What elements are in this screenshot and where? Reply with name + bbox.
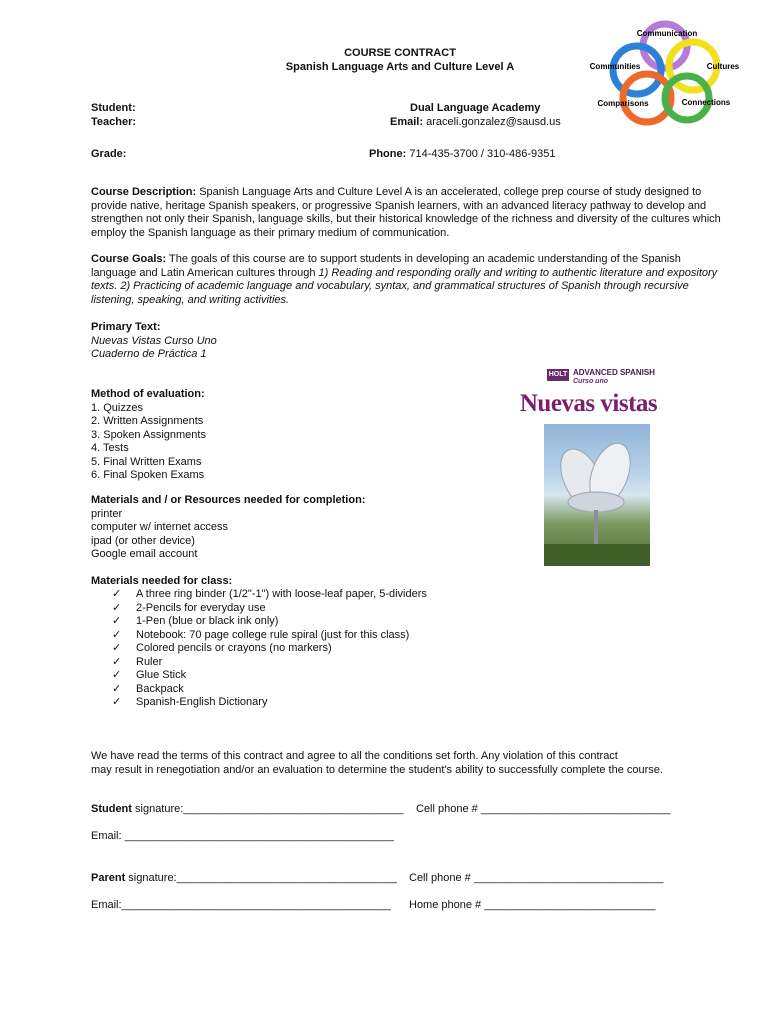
- agreement-text: [91, 749, 663, 777]
- evaluation-item: 5. Final Written Exams: [91, 455, 202, 468]
- list-item: [112, 642, 427, 656]
- parent-cell-field[interactable]: Cell phone # _______________________________: [409, 872, 664, 884]
- materials-label: Materials needed for class:: [91, 575, 233, 587]
- evaluation-section: [91, 388, 206, 483]
- book-cover-photo: [544, 424, 650, 566]
- connections-label: Connections: [681, 98, 731, 107]
- book-series: [573, 368, 655, 386]
- list-item: [112, 629, 427, 643]
- parent-signature-field[interactable]: signature:____________________________________: [125, 872, 397, 884]
- checkmark-icon: ✓: [112, 615, 122, 627]
- material-text: Ruler: [136, 655, 163, 668]
- checkmark-icon: ✓: [112, 601, 122, 614]
- cultures-label: Cultures: [706, 62, 740, 71]
- primary-text-section: [91, 321, 217, 362]
- email-value: araceli.gonzalez@sausd.us: [426, 116, 561, 128]
- primary-text-label: Primary Text:: [91, 321, 161, 333]
- materials-list: [112, 588, 427, 710]
- page-title: COURSE CONTRACT: [344, 47, 456, 59]
- material-text: Notebook: 70 page college rule spiral (just for this class): [136, 628, 410, 641]
- list-item: [112, 602, 427, 616]
- resource-item: printer: [91, 507, 123, 520]
- material-text: Colored pencils or crayons (no markers): [136, 642, 332, 654]
- material-text: Glue Stick: [136, 669, 187, 681]
- resources-label: Materials and / or Resources needed for completion:: [91, 494, 366, 506]
- primary-text-item: Nuevas Vistas Curso Uno: [91, 334, 217, 347]
- book-series-title: ADVANCED SPANISH: [573, 368, 655, 377]
- teacher-email: [390, 116, 561, 130]
- description-text: Spanish Language Arts and Culture Level A is an accelerated, college prep course of study designed to provide native, heritage Spanish speakers, or progressive Spanish learners, with an advanced literacy pathway to develop and strengthen not only their Spanish, language skills, but their historical knowledge of the richness and diversity of the cultures which employ the Spanish language as their primary medium of communication.: [91, 186, 721, 239]
- page-subtitle: Spanish Language Arts and Culture Level A: [285, 61, 515, 73]
- list-item: [112, 696, 427, 710]
- parent-home-phone-field[interactable]: Home phone # ____________________________: [409, 899, 656, 911]
- agreement-line: We have read the terms of this contract and agree to all the conditions set forth. Any violation of this contract: [91, 750, 618, 762]
- teacher-label: Teacher:: [91, 116, 137, 128]
- parent-signature-line[interactable]: [91, 871, 397, 885]
- material-text: A three ring binder (1/2"-1") with loose-leaf paper, 5-dividers: [136, 588, 427, 600]
- student-email-field[interactable]: Email: ____________________________________________: [91, 830, 394, 842]
- goals-label: Course Goals:: [91, 253, 167, 265]
- five-cs-logo: [575, 18, 755, 128]
- phone-label: Phone:: [369, 148, 407, 160]
- grade-label: Grade:: [91, 148, 127, 160]
- goals-italic-text: 1) Reading and responding orally and writing to authentic literature and expository texts. 2) Practicing of academic language and vocabulary, syntax, and grammatical structures of Spanish through recursive listening, speaking, and writing activities.: [91, 266, 718, 306]
- parent-bold-label: Parent: [91, 872, 126, 884]
- evaluation-item: 1. Quizzes: [91, 401, 143, 414]
- material-text: Backpack: [136, 682, 184, 695]
- material-text: Spanish-English Dictionary: [136, 696, 268, 708]
- communities-label: Communities: [589, 62, 641, 71]
- material-text: 1-Pen (blue or black ink only): [136, 615, 279, 627]
- flower-sculpture-icon: [544, 424, 650, 566]
- resource-item: Google email account: [91, 548, 198, 560]
- list-item: [112, 683, 427, 697]
- parent-email-field[interactable]: Email:____________________________________________: [91, 899, 391, 911]
- resource-item: computer w/ internet access: [91, 521, 228, 533]
- communication-label: Communication: [636, 29, 698, 38]
- phone-value: 714-435-3700 / 310-486-9351: [409, 148, 556, 160]
- student-bold-label: Student: [91, 803, 132, 815]
- teacher-phone: [369, 148, 556, 162]
- goals-text: The goals of this course are to support students in developing an academic understanding of the Spanish language and Latin American cultures through: [91, 253, 681, 279]
- resources-section: [91, 494, 365, 562]
- primary-text-item: Cuaderno de Práctica 1: [91, 348, 207, 360]
- evaluation-label: Method of evaluation:: [91, 388, 205, 400]
- book-course: Curso uno: [573, 378, 608, 385]
- list-item: [112, 615, 427, 629]
- list-item: [112, 669, 427, 683]
- resource-item: ipad (or other device): [91, 534, 195, 547]
- course-goals: [91, 253, 723, 307]
- checkmark-icon: ✓: [112, 669, 122, 681]
- student-signature-line[interactable]: [91, 802, 404, 816]
- list-item: [112, 588, 427, 602]
- agreement-line: may result in renegotiation and/or an evaluation to determine the student's ability to successfully complete the course.: [91, 764, 663, 776]
- checkmark-icon: ✓: [112, 628, 122, 641]
- book-cover-image: [517, 360, 660, 566]
- evaluation-item: 2. Written Assignments: [91, 415, 204, 427]
- book-title: Nuevas vistas: [519, 390, 658, 417]
- publisher-logo: HOLT: [547, 369, 569, 381]
- evaluation-item: 4. Tests: [91, 442, 129, 454]
- checkmark-icon: ✓: [112, 682, 122, 695]
- list-item: [112, 656, 427, 670]
- checkmark-icon: ✓: [112, 696, 122, 708]
- email-label: Email:: [390, 116, 424, 128]
- school-name: Dual Language Academy: [410, 102, 541, 114]
- evaluation-item: 6. Final Spoken Exams: [91, 469, 205, 481]
- checkmark-icon: ✓: [112, 588, 122, 600]
- student-label: Student:: [91, 102, 136, 114]
- checkmark-icon: ✓: [112, 655, 122, 668]
- course-description: [91, 186, 723, 240]
- student-cell-field[interactable]: Cell phone # _______________________________: [416, 803, 671, 815]
- material-text: 2-Pencils for everyday use: [136, 601, 266, 614]
- checkmark-icon: ✓: [112, 642, 122, 654]
- description-label: Course Description:: [91, 186, 197, 198]
- comparisons-label: Comparisons: [597, 99, 649, 108]
- evaluation-item: 3. Spoken Assignments: [91, 428, 206, 441]
- student-signature-field[interactable]: signature:____________________________________: [131, 803, 404, 815]
